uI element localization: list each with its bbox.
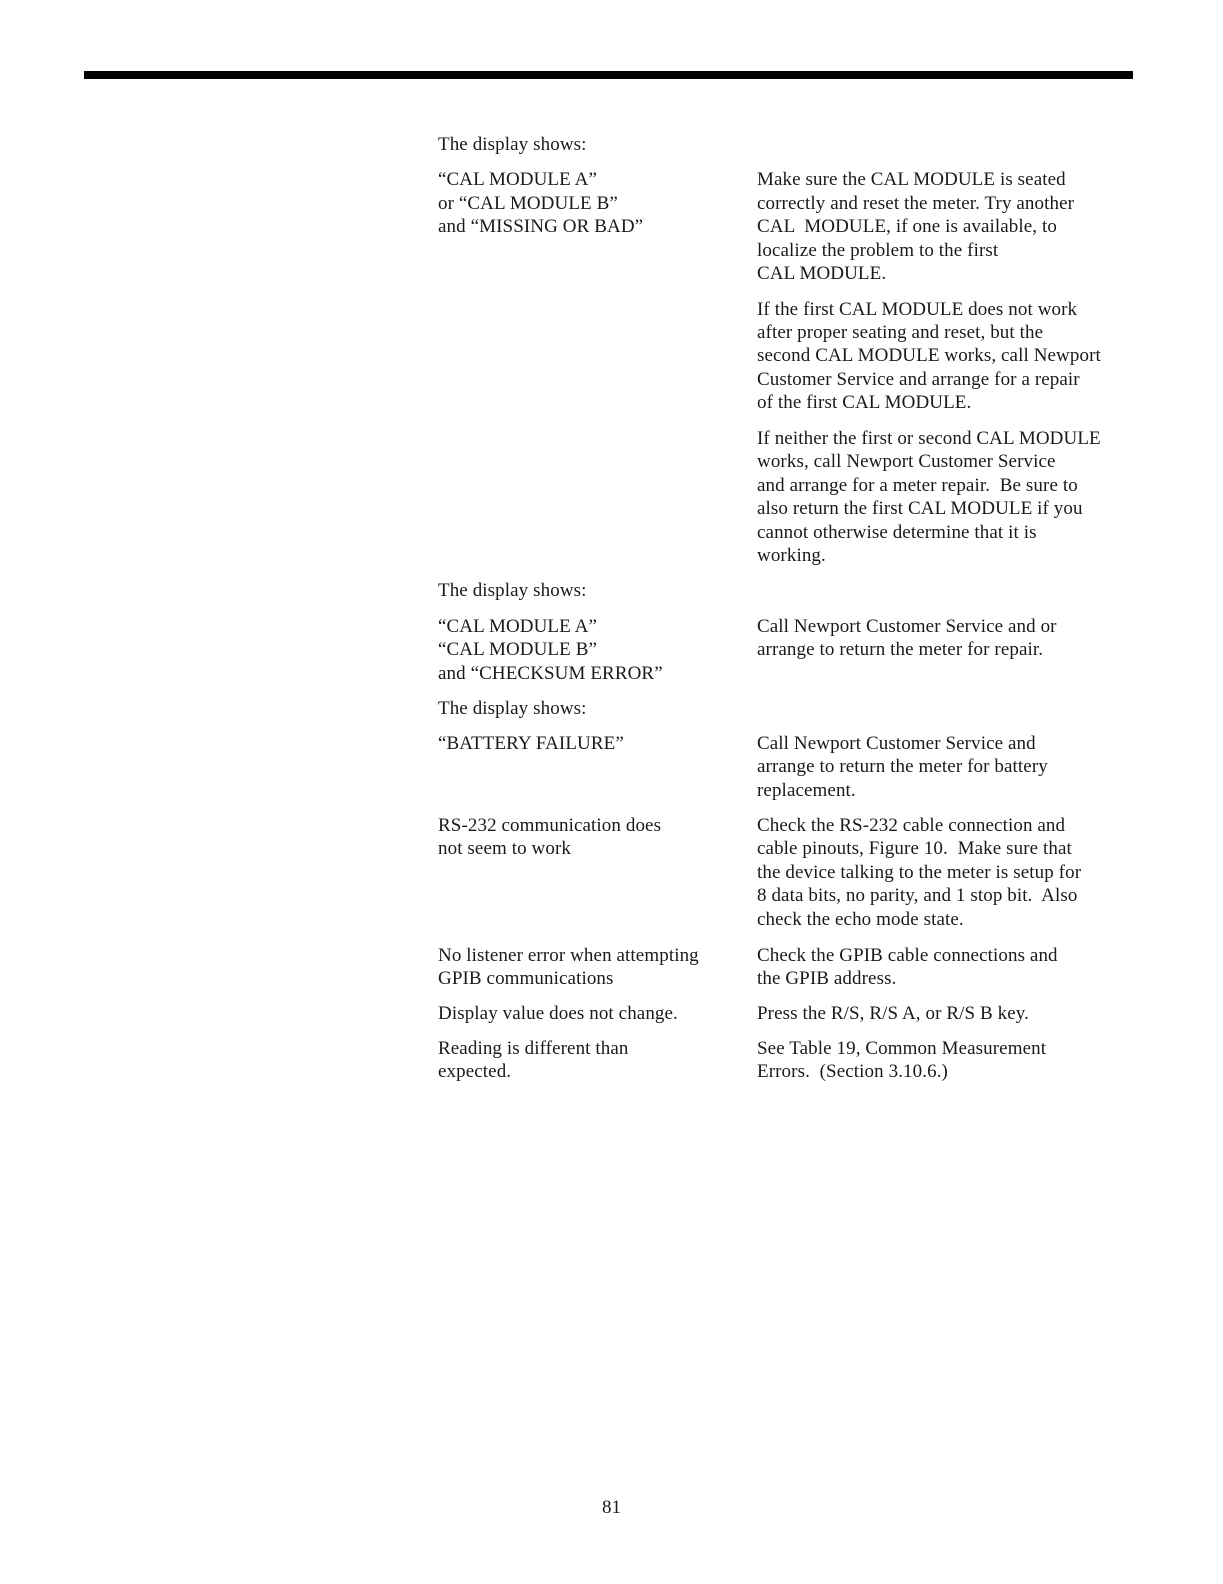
symptom-line: The display shows: bbox=[438, 580, 587, 601]
remedy-line: replacement. bbox=[757, 780, 856, 801]
symptom-line: “BATTERY FAILURE” bbox=[438, 733, 624, 754]
remedy-line: See Table 19, Common Measurement bbox=[757, 1038, 1047, 1059]
remedy-line: check the echo mode state. bbox=[757, 909, 964, 930]
symptom-line: “CAL MODULE A” bbox=[438, 169, 598, 190]
remedy-line: Press the R/S, R/S A, or R/S B key. bbox=[757, 1003, 1030, 1024]
remedy-line: Call Newport Customer Service and or bbox=[757, 616, 1057, 637]
remedy-line: If the first CAL MODULE does not work bbox=[757, 299, 1078, 320]
remedy-line: CAL MODULE. bbox=[757, 263, 887, 284]
symptom-line: “CAL MODULE A” bbox=[438, 616, 598, 637]
remedy-line: Make sure the CAL MODULE is seated bbox=[757, 169, 1066, 190]
symptom-line: not seem to work bbox=[438, 838, 571, 859]
symptom-line: Reading is different than bbox=[438, 1038, 629, 1059]
remedy-line: works, call Newport Customer Service bbox=[757, 451, 1056, 472]
symptom-line: The display shows: bbox=[438, 698, 587, 719]
remedy-line: localize the problem to the first bbox=[757, 240, 999, 261]
page-number: 81 bbox=[602, 1497, 621, 1518]
symptom-line: The display shows: bbox=[438, 134, 587, 155]
symptom-line: “CAL MODULE B” bbox=[438, 639, 598, 660]
symptom-line: expected. bbox=[438, 1061, 512, 1082]
remedy-line: of the first CAL MODULE. bbox=[757, 392, 972, 413]
remedy-line: Customer Service and arrange for a repair bbox=[757, 369, 1080, 390]
remedy-line: Check the RS-232 cable connection and bbox=[757, 815, 1066, 836]
remedy-line: Call Newport Customer Service and bbox=[757, 733, 1036, 754]
remedy-line: arrange to return the meter for battery bbox=[757, 756, 1048, 777]
symptom-line: No listener error when attempting bbox=[438, 945, 699, 966]
symptom-line: and “MISSING OR BAD” bbox=[438, 216, 644, 237]
remedy-line: the device talking to the meter is setup for bbox=[757, 862, 1082, 883]
symptom-line: RS-232 communication does bbox=[438, 815, 662, 836]
remedy-line: cable pinouts, Figure 10. Make sure that bbox=[757, 838, 1072, 859]
remedy-line: correctly and reset the meter. Try another bbox=[757, 193, 1075, 214]
remedy-line: If neither the first or second CAL MODULE bbox=[757, 428, 1101, 449]
remedy-line: cannot otherwise determine that it is bbox=[757, 522, 1037, 543]
remedy-line: Check the GPIB cable connections and bbox=[757, 945, 1058, 966]
remedy-line: 8 data bits, no parity, and 1 stop bit. Also bbox=[757, 885, 1078, 906]
symptom-line: Display value does not change. bbox=[438, 1003, 678, 1024]
remedy-line: CAL MODULE, if one is available, to bbox=[757, 216, 1057, 237]
remedy-line: the GPIB address. bbox=[757, 968, 897, 989]
remedy-line: also return the first CAL MODULE if you bbox=[757, 498, 1083, 519]
remedy-line: after proper seating and reset, but the bbox=[757, 322, 1044, 343]
remedy-line: Errors. (Section 3.10.6.) bbox=[757, 1061, 948, 1082]
remedy-line: arrange to return the meter for repair. bbox=[757, 639, 1044, 660]
remedy-line: working. bbox=[757, 545, 826, 566]
top-rule bbox=[84, 71, 1133, 79]
symptom-line: GPIB communications bbox=[438, 968, 614, 989]
remedy-line: second CAL MODULE works, call Newport bbox=[757, 345, 1101, 366]
symptom-line: or “CAL MODULE B” bbox=[438, 193, 618, 214]
symptom-line: and “CHECKSUM ERROR” bbox=[438, 663, 663, 684]
remedy-line: and arrange for a meter repair. Be sure to bbox=[757, 475, 1078, 496]
